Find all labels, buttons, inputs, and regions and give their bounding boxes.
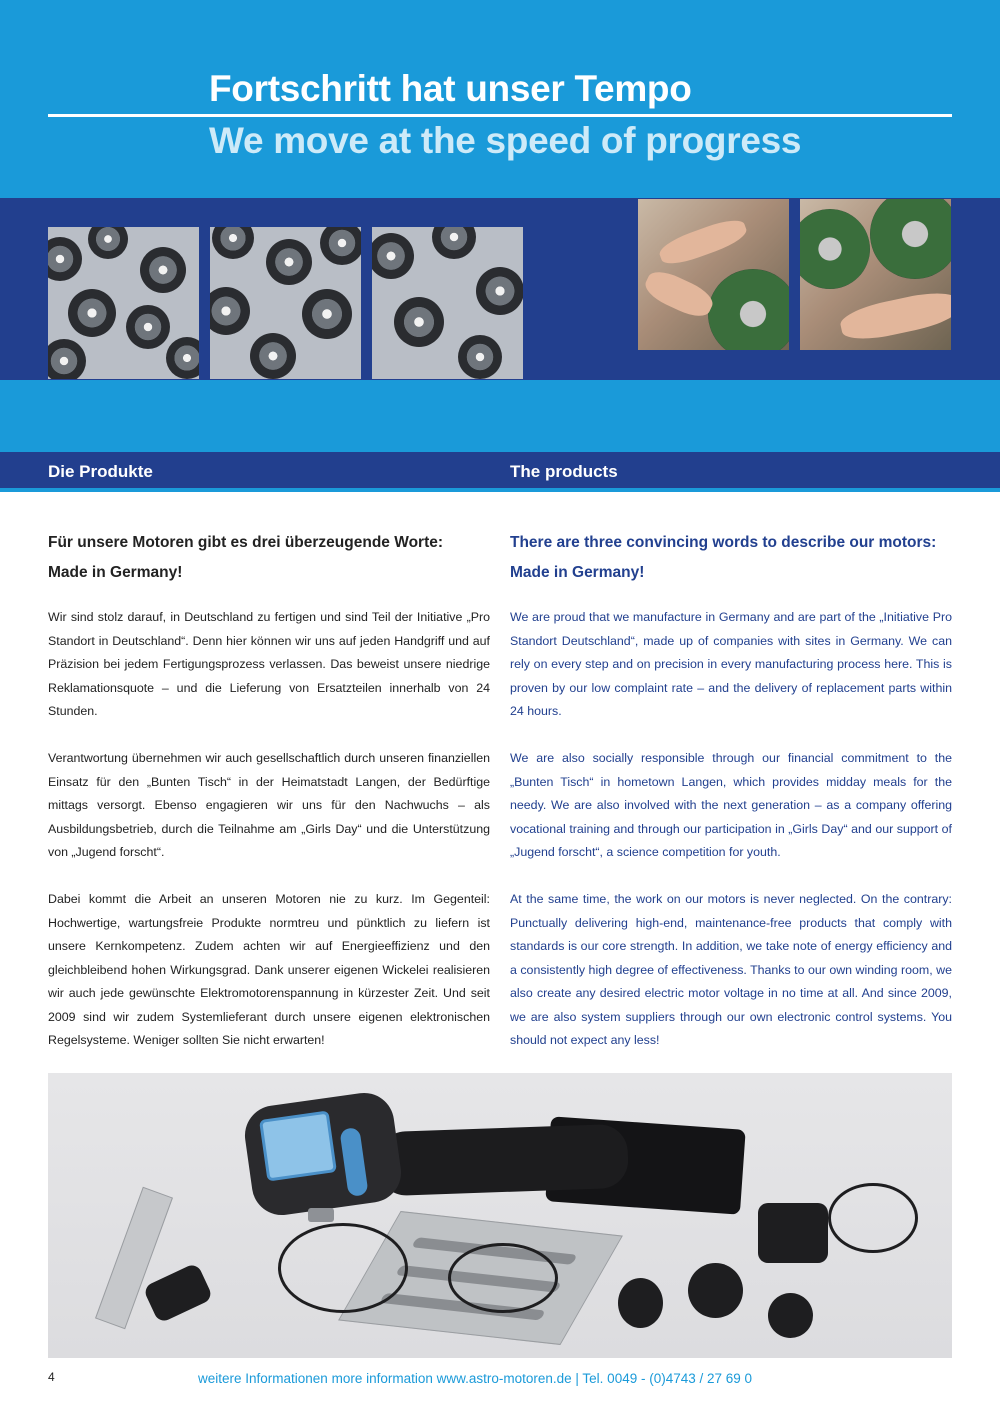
page-title-german: Fortschritt hat unser Tempo	[209, 68, 692, 109]
english-lead-line-1: There are three convincing words to describe our motors:	[510, 534, 937, 551]
english-paragraph-3: At the same time, the work on our motors is never neglected. On the contrary: Punctually delivering high-end, maintenance-free products that comply with standards is our core strength. In addition, we take note of energy efficiency and a consistently high degree of effectiveness. Thanks to our own winding room, we also create any desired electric motor voltage in no time at all. And since 2009, we are also system suppliers through our own electronic control systems. You should not expect any less!	[510, 892, 952, 1047]
device-handle	[377, 1124, 629, 1197]
serial-adapter	[142, 1262, 213, 1324]
section-header-underline	[0, 488, 1000, 492]
photo-band-bottom	[0, 380, 1000, 452]
power-supply	[758, 1203, 828, 1263]
title-divider	[48, 114, 952, 117]
page-number: 4	[48, 1370, 55, 1384]
assembly-photo-1	[638, 199, 789, 350]
german-lead-line-2: Made in Germany!	[48, 564, 183, 581]
german-paragraph-2: Verantwortung übernehmen wir auch gesellschaftlich durch unseren finanziellen Einsatz für den „Bunten Tisch“ in der Heimatstadt Langen, der Bedürftige mittags versorgt. Ebenso engagieren wir uns für den Nachwuchs – als Ausbildungsbetrieb, durch die Teilnahme am „Girls Day“ und die Unterstützung von „Jugend forscht“.	[48, 751, 490, 859]
device-display	[259, 1110, 337, 1181]
section-title-english: The products	[510, 462, 618, 481]
section-title-german: Die Produkte	[48, 462, 153, 481]
motors-photo-3	[372, 227, 523, 379]
german-paragraph-3: Dabei kommt die Arbeit an unseren Motoren nie zu kurz. Im Gegenteil: Hochwertige, wartungsfreie Produkte normtreu und pünktlich zu liefern ist unsere Kernkompetenz. Zudem achten wir auf Energieeffizienz und den gleichbleibend hohen Wirkungsgrad. Dank unserer eigenen Wickelei realisieren wir auch jede gewünschte Elektromotorenspannung in kürzester Zeit. Und seit 2009 sind wir zudem Systemlieferant durch unsere eigenen elektronischen Regelsysteme. Weniger sollten Sie nicht erwarten!	[48, 892, 490, 1047]
assembly-photo-2	[800, 199, 951, 350]
german-lead-line-1: Für unsere Motoren gibt es drei überzeugende Worte:	[48, 534, 444, 551]
footer-contact-info: weitere Informationen more information www.astro-motoren.de | Tel. 0049 - (0)4743 / 27 69 0	[198, 1371, 753, 1386]
product-kit-photo	[48, 1073, 952, 1358]
plug-adapter-1	[618, 1278, 663, 1328]
english-lead	[510, 528, 952, 588]
motors-photo-1	[48, 227, 199, 379]
english-paragraph-2: We are also socially responsible through our financial commitment to the „Bunten Tisch“ in hometown Langen, which provides midday meals for the needy. We are also involved with the next generation – as a company offering vocational training and through our participation in „Girls Day“ and our support of „Jugend forscht“, a science competition for youth.	[510, 751, 952, 859]
page-title-english: We move at the speed of progress	[209, 120, 802, 161]
english-lead-line-2: Made in Germany!	[510, 564, 645, 581]
english-column	[510, 528, 952, 1076]
usb-plug	[308, 1208, 334, 1222]
serial-cable	[448, 1243, 558, 1313]
german-lead	[48, 528, 490, 588]
plug-adapter-3	[768, 1293, 813, 1338]
german-column	[48, 528, 490, 1076]
plug-adapter-2	[688, 1263, 743, 1318]
english-paragraph-1: We are proud that we manufacture in Germany and are part of the „Initiative Pro Standort Deutschland“, made up of companies with sites in Germany. We can rely on every step and on precision in every manufacturing process here. This is proven by our low complaint rate – and the delivery of replacement parts within 24 hours.	[510, 610, 952, 718]
german-paragraph-1: Wir sind stolz darauf, in Deutschland zu fertigen und sind Teil der Initiative „Pro Standort in Deutschland“. Denn hier können wir uns auf jeden Handgriff und auf Präzision bei jedem Fertigungsprozess verlassen. Das beweist unsere niedrige Reklamationsquote – und die Lieferung von Ersatzteilen innerhalb von 24 Stunden.	[48, 610, 490, 718]
usb-cable	[278, 1223, 408, 1313]
power-cable	[828, 1183, 918, 1253]
motors-photo-2	[210, 227, 361, 379]
